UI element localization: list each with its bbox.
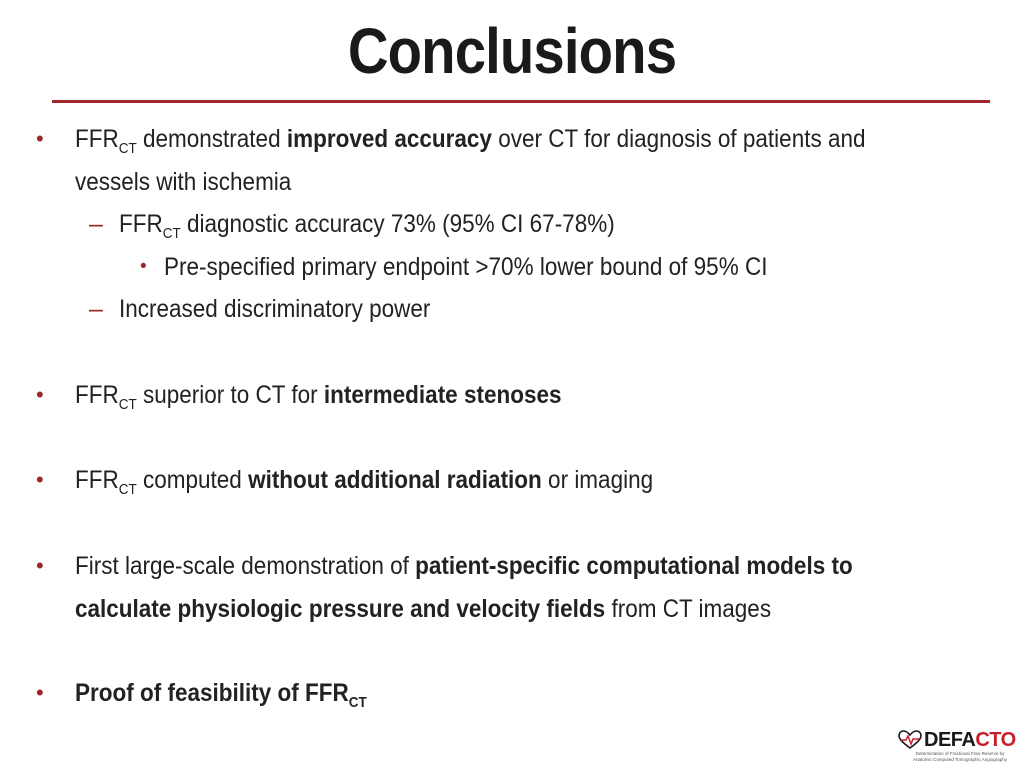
bullet-marker: •	[36, 467, 44, 492]
bullet-2-text: superior to CT for	[136, 381, 324, 409]
bullet-marker: •	[36, 126, 44, 151]
ct-subscript: CT	[118, 481, 137, 498]
logo-tagline-1: Determination of Fractional Flow Reserve by	[915, 751, 1005, 756]
heart-vessel-icon	[898, 730, 922, 750]
bullet-4-line-1	[75, 551, 853, 581]
bullet-marker: •	[36, 680, 44, 705]
bullet-4-text-b: from CT images	[605, 595, 772, 623]
logo-word-dark: DEFA	[924, 729, 976, 751]
logo-tagline-2: Anatomic Computed Tomographic Angiography	[913, 756, 1007, 762]
sub-bullet-accuracy	[119, 209, 615, 249]
sub-bullet-discriminatory: Increased discriminatory power	[119, 295, 431, 323]
bullet-1-emphasis: improved accuracy	[286, 125, 492, 153]
bullet-marker: •	[140, 256, 147, 277]
bullet-4-text-a: First large-scale demonstration of	[75, 552, 416, 580]
bullet-1-line-2: vessels with ischemia	[75, 168, 292, 196]
bullet-3-emphasis: without additional radiation	[248, 466, 542, 494]
logo-word-red: CTO	[975, 729, 1016, 751]
bullet-5-emphasis: Proof of feasibility of FFR	[75, 679, 349, 707]
ct-subscript: CT	[118, 140, 137, 157]
defacto-logo	[896, 728, 1020, 764]
bullet-marker: •	[36, 553, 44, 578]
bullet-1-text-b: over CT for diagnosis of patients and	[491, 125, 866, 153]
logo-wordmark	[924, 728, 1016, 752]
bullet-3-text-a: computed	[136, 466, 249, 494]
bullet-1-line-1	[75, 124, 866, 164]
bullet-4-emphasis-a: patient-specific computational models to	[415, 552, 853, 580]
ffr-text: FFR	[75, 466, 119, 494]
ct-subscript: CT	[162, 225, 181, 242]
sub-sub-bullet-endpoint: Pre-specified primary endpoint >70% lower bound of 95% CI	[164, 253, 768, 281]
bullet-3	[75, 465, 653, 505]
bullet-marker: •	[36, 382, 44, 407]
ct-subscript: CT	[348, 694, 367, 711]
bullet-1-text-a: demonstrated	[136, 125, 287, 153]
ffr-text: FFR	[75, 125, 119, 153]
bullet-3-text-b: or imaging	[541, 466, 654, 494]
ffr-text: FFR	[75, 381, 119, 409]
ct-subscript: CT	[118, 396, 137, 413]
sub-bullet-accuracy-text: diagnostic accuracy 73% (95% CI 67-78%)	[180, 210, 615, 238]
logo-tagline	[900, 751, 1020, 762]
slide-title: Conclusions	[347, 15, 677, 87]
bullet-4-emphasis-b: calculate physiologic pressure and velocity fields	[75, 595, 606, 623]
ffr-text: FFR	[119, 210, 163, 238]
bullet-2-emphasis: intermediate stenoses	[323, 381, 562, 409]
dash-marker: –	[89, 295, 103, 323]
bullet-5	[75, 678, 367, 718]
bullet-2	[75, 380, 562, 420]
bullet-4-line-2	[75, 594, 771, 624]
dash-marker: –	[89, 210, 103, 238]
